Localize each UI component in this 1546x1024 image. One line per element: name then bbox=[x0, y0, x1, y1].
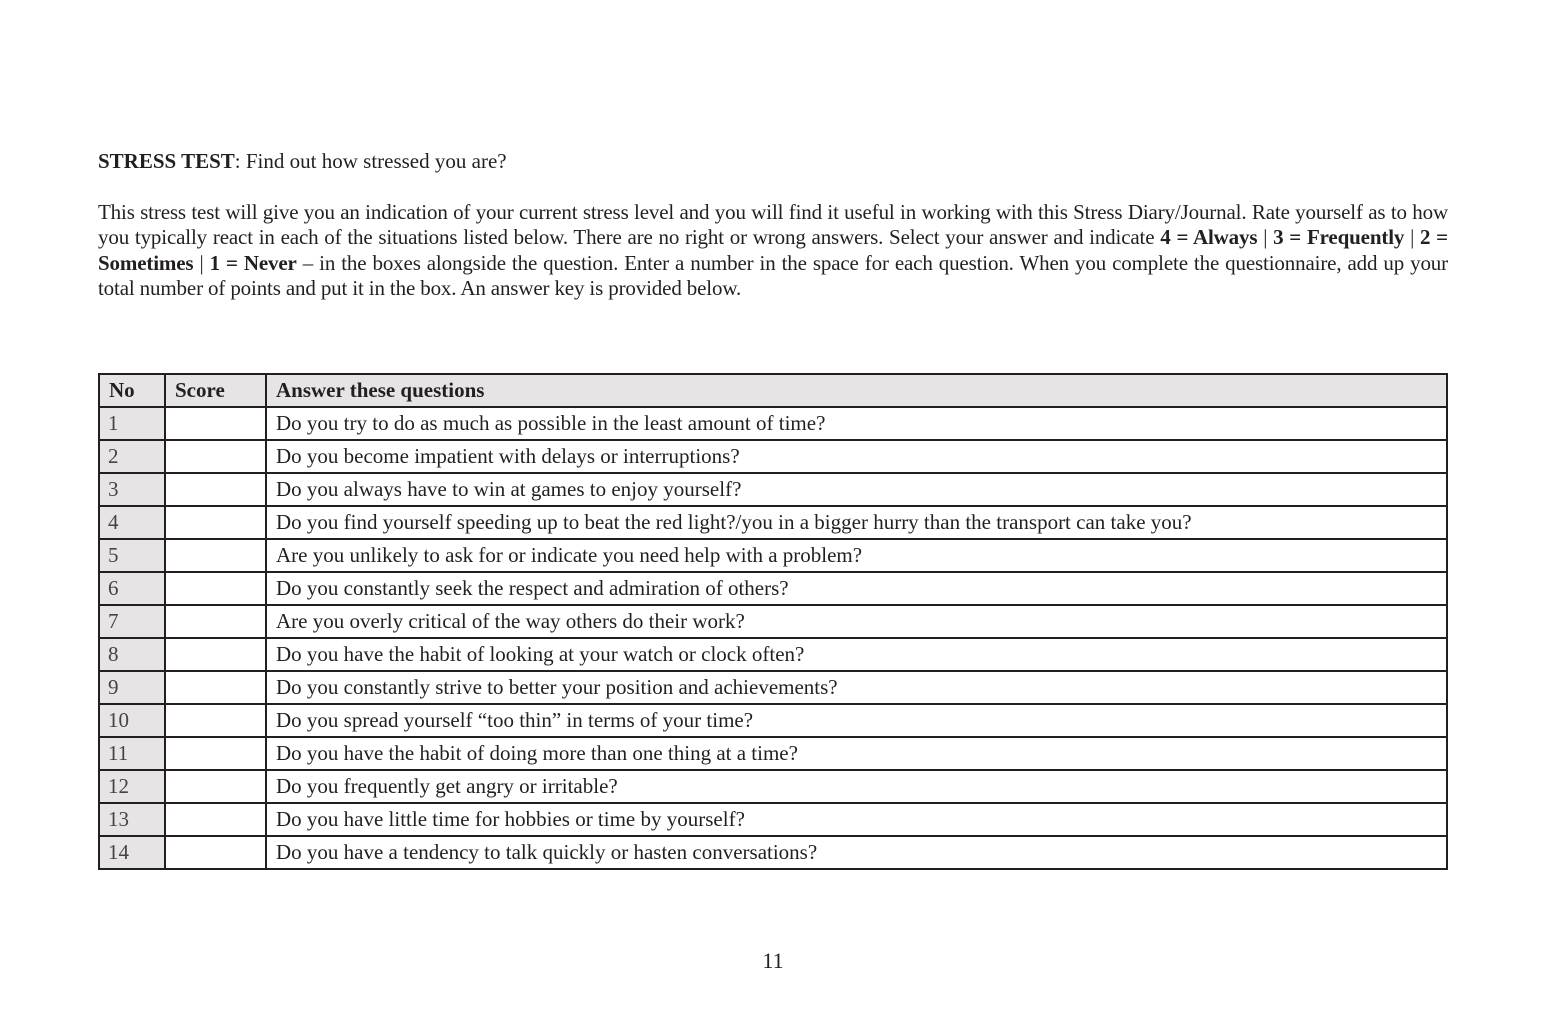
row-number: 10 bbox=[99, 704, 165, 737]
score-cell[interactable] bbox=[165, 539, 266, 572]
table-row bbox=[99, 572, 1447, 605]
table-header-row bbox=[99, 374, 1447, 407]
table-row bbox=[99, 770, 1447, 803]
table-row bbox=[99, 407, 1447, 440]
table-row bbox=[99, 638, 1447, 671]
question-text: Do you try to do as much as possible in the least amount of time? bbox=[266, 407, 1447, 440]
score-cell[interactable] bbox=[165, 671, 266, 704]
table-row bbox=[99, 737, 1447, 770]
question-text: Do you find yourself speeding up to beat the red light?/you in a bigger hurry than the transport can take you? bbox=[266, 506, 1447, 539]
question-text: Do you become impatient with delays or interruptions? bbox=[266, 440, 1447, 473]
table-row bbox=[99, 440, 1447, 473]
heading-rest: : Find out how stressed you are? bbox=[234, 149, 507, 173]
table-row bbox=[99, 704, 1447, 737]
row-number: 6 bbox=[99, 572, 165, 605]
row-number: 9 bbox=[99, 671, 165, 704]
score-cell[interactable] bbox=[165, 407, 266, 440]
question-text: Do you frequently get angry or irritable? bbox=[266, 770, 1447, 803]
intro-part2: – in the boxes alongside the question. Enter a number in the space for each question. When you complete the questionnaire, add up your total number of points and put it in the box. An answer key is provided below. bbox=[98, 250, 1449, 301]
question-text: Do you have the habit of doing more than one thing at a time? bbox=[266, 737, 1447, 770]
row-number: 1 bbox=[99, 407, 165, 440]
score-cell[interactable] bbox=[165, 473, 266, 506]
row-number: 11 bbox=[99, 737, 165, 770]
question-text: Do you have the habit of looking at your watch or clock often? bbox=[266, 638, 1447, 671]
heading-bold: STRESS TEST bbox=[98, 149, 235, 173]
row-number: 14 bbox=[99, 836, 165, 869]
row-number: 12 bbox=[99, 770, 165, 803]
questions-table bbox=[98, 373, 1448, 870]
row-number: 5 bbox=[99, 539, 165, 572]
table-body bbox=[99, 407, 1447, 869]
intro-paragraph bbox=[98, 200, 1448, 302]
score-cell[interactable] bbox=[165, 440, 266, 473]
score-cell[interactable] bbox=[165, 737, 266, 770]
row-number: 13 bbox=[99, 803, 165, 836]
row-number: 7 bbox=[99, 605, 165, 638]
header-question: Answer these questions bbox=[266, 374, 1447, 407]
table-row bbox=[99, 539, 1447, 572]
scale-always: 4 = Always bbox=[1160, 225, 1258, 250]
table-row bbox=[99, 803, 1447, 836]
table-row bbox=[99, 473, 1447, 506]
page-number: 11 bbox=[762, 948, 784, 973]
scale-sep-2: | bbox=[1404, 225, 1420, 250]
header-score: Score bbox=[165, 374, 266, 407]
score-cell[interactable] bbox=[165, 704, 266, 737]
score-cell[interactable] bbox=[165, 836, 266, 869]
intro-part1: This stress test will give you an indication of your current stress level and you will find it useful in working with this Stress Diary/Journal. Rate yourself as to how you typically react in each of the situations listed below. There are no right or wrong answers. Select your answer and indicate bbox=[98, 200, 1448, 250]
scale-sep-1: | bbox=[1257, 225, 1274, 250]
row-number: 4 bbox=[99, 506, 165, 539]
question-text: Do you have a tendency to talk quickly or hasten conversations? bbox=[266, 836, 1447, 869]
row-number: 3 bbox=[99, 473, 165, 506]
score-cell[interactable] bbox=[165, 803, 266, 836]
table-row bbox=[99, 836, 1447, 869]
table-row bbox=[99, 506, 1447, 539]
score-cell[interactable] bbox=[165, 572, 266, 605]
scale-never: 1 = Never bbox=[209, 250, 297, 275]
question-text: Do you constantly seek the respect and admiration of others? bbox=[266, 572, 1447, 605]
question-text: Do you spread yourself “too thin” in terms of your time? bbox=[266, 704, 1447, 737]
question-text: Do you constantly strive to better your position and achievements? bbox=[266, 671, 1447, 704]
row-number: 8 bbox=[99, 638, 165, 671]
scale-frequently: 3 = Frequently bbox=[1273, 225, 1405, 250]
table-row bbox=[99, 671, 1447, 704]
question-text: Are you overly critical of the way others do their work? bbox=[266, 605, 1447, 638]
scale-sep-3: | bbox=[193, 250, 210, 275]
question-text: Do you have little time for hobbies or time by yourself? bbox=[266, 803, 1447, 836]
score-cell[interactable] bbox=[165, 605, 266, 638]
score-cell[interactable] bbox=[165, 638, 266, 671]
table-row bbox=[99, 605, 1447, 638]
row-number: 2 bbox=[99, 440, 165, 473]
header-no: No bbox=[99, 374, 165, 407]
score-cell[interactable] bbox=[165, 506, 266, 539]
question-text: Are you unlikely to ask for or indicate you need help with a problem? bbox=[266, 539, 1447, 572]
question-text: Do you always have to win at games to enjoy yourself? bbox=[266, 473, 1447, 506]
page-heading bbox=[98, 148, 507, 174]
score-cell[interactable] bbox=[165, 770, 266, 803]
scale-sometimes: 2 = Sometimes bbox=[98, 225, 1448, 275]
